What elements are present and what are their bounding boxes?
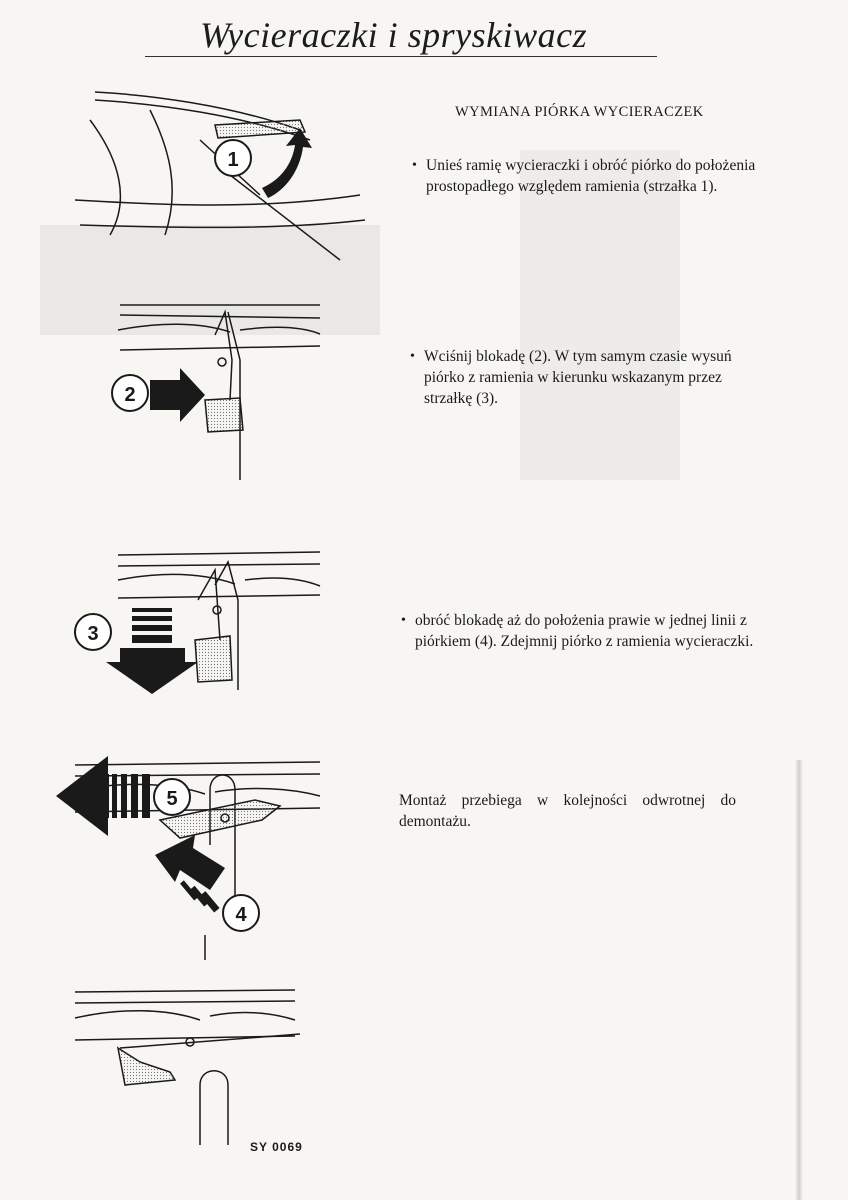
- bullet-icon: •: [412, 158, 417, 173]
- svg-text:3: 3: [87, 623, 99, 645]
- svg-text:1: 1: [227, 149, 239, 171]
- bullet-icon: •: [401, 613, 406, 628]
- svg-text:5: 5: [166, 788, 178, 810]
- instruction-step: [412, 155, 756, 197]
- press-arrow-2: [150, 368, 205, 422]
- closing-note: Montaż przebiega w kolejności odwrotnej do demontażu.: [399, 792, 736, 830]
- instruction-step: [410, 346, 756, 409]
- page-fold-edge: [795, 760, 803, 1200]
- remove-arrow-5: [56, 756, 150, 836]
- panel-final-blade-removed: [75, 990, 300, 1145]
- instruction-text: obróć blokadę aż do położenia prawie w jednej linii z piórkiem (4). Zdejmnij piórko z ramienia wycieraczki.: [415, 612, 754, 650]
- instruction-text: Unieś ramię wycieraczki i obróć piórko do położenia prostopadłego względem ramienia (strzałka 1).: [426, 157, 756, 195]
- instruction-text: Wciśnij blokadę (2). W tym samym czasie wysuń piórko z ramienia w kierunku wskazanym przez strzałkę (3).: [424, 348, 732, 407]
- instruction-step: [401, 610, 755, 652]
- callout-2: [112, 375, 148, 411]
- svg-text:2: 2: [124, 384, 136, 406]
- panel-1-raise-arm: [75, 92, 365, 260]
- rotate-arrow-4: [155, 835, 225, 912]
- curved-arrow-1: [262, 128, 312, 198]
- section-heading: WYMIANA PIÓRKA WYCIERACZEK: [455, 104, 704, 120]
- figure-code: SY 0069: [250, 1140, 303, 1154]
- bullet-icon: •: [410, 349, 415, 364]
- svg-text:4: 4: [235, 904, 247, 926]
- page-title: Wycieraczki i spryskiwacz: [200, 15, 588, 55]
- callout-1: [215, 140, 251, 176]
- callout-4: [223, 895, 259, 931]
- slide-arrow-3: [106, 608, 198, 694]
- callout-3: [75, 614, 111, 650]
- callout-5: [154, 779, 190, 815]
